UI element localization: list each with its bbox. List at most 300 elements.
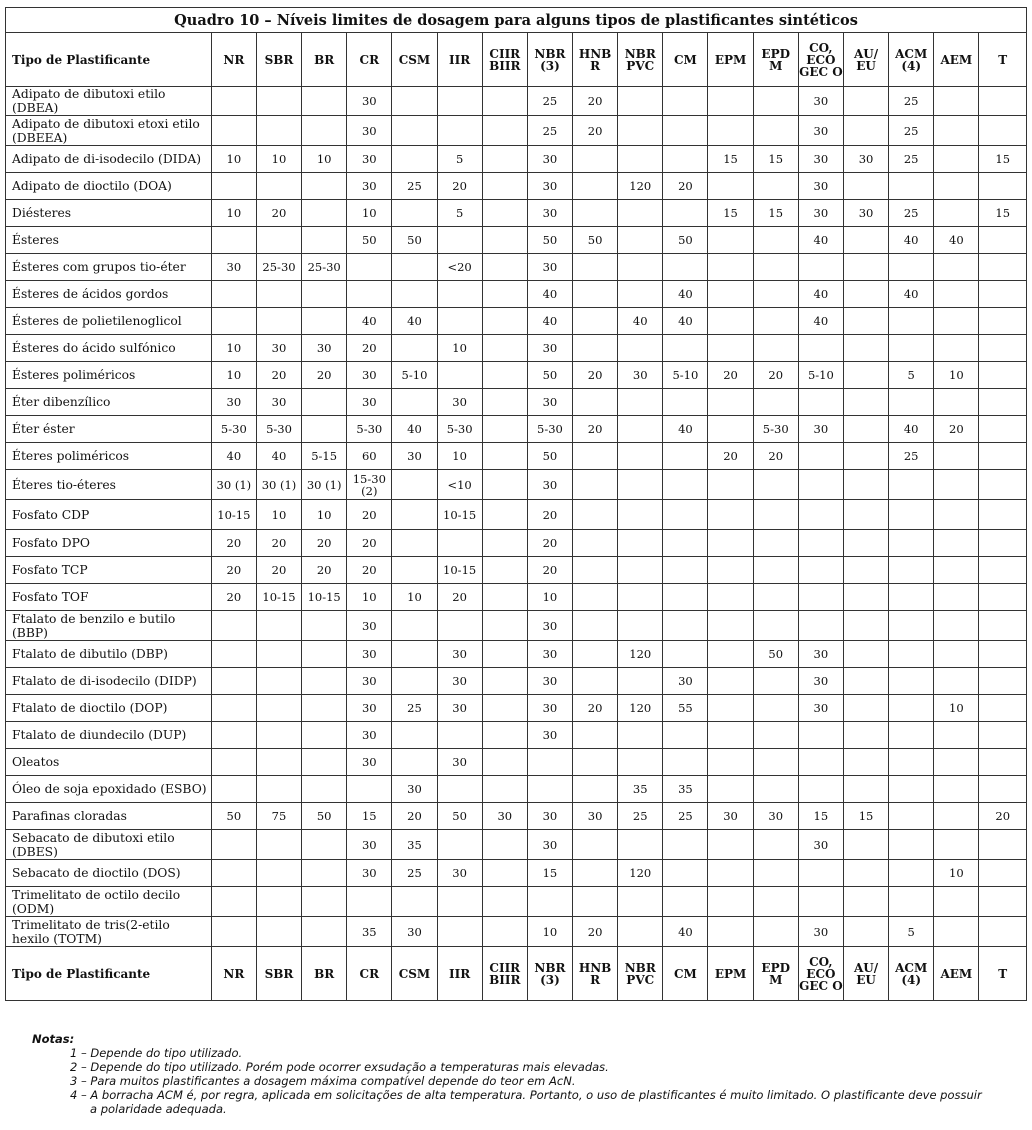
dosage-cell <box>302 887 347 917</box>
plasticizer-name: Fosfato DPO <box>6 530 212 557</box>
dosage-cell <box>211 611 256 641</box>
dosage-cell <box>392 470 437 500</box>
dosage-cell <box>618 389 663 416</box>
dosage-cell <box>256 722 301 749</box>
dosage-cell: 30 (1) <box>211 470 256 500</box>
dosage-cell <box>482 362 527 389</box>
dosage-cell <box>618 749 663 776</box>
dosage-cell <box>934 530 979 557</box>
dosage-cell <box>211 830 256 860</box>
dosage-cell <box>392 87 437 116</box>
dosage-cell: 20 <box>437 173 482 200</box>
dosage-cell: 30 <box>527 200 572 227</box>
dosage-cell: 20 <box>573 362 618 389</box>
dosage-cell <box>889 173 934 200</box>
dosage-cell <box>843 776 888 803</box>
dosage-cell <box>753 860 798 887</box>
footer-header-col-17: AEM <box>934 947 979 1001</box>
dosage-cell <box>211 749 256 776</box>
dosage-cell: 30 (1) <box>302 470 347 500</box>
dosage-cell: 30 <box>347 668 392 695</box>
dosage-cell <box>256 749 301 776</box>
dosage-cell <box>618 530 663 557</box>
dosage-cell <box>211 860 256 887</box>
table-row <box>6 749 1027 776</box>
footer-header-col-18: T <box>979 947 1027 1001</box>
dosage-cell: 5-30 <box>527 416 572 443</box>
dosage-cell <box>437 87 482 116</box>
dosage-cell <box>663 443 708 470</box>
dosage-cell: 20 <box>347 557 392 584</box>
header-col-0: Tipo de Plastificante <box>6 33 212 87</box>
dosage-cell <box>934 668 979 695</box>
dosage-cell <box>618 227 663 254</box>
dosage-cell: 25 <box>663 803 708 830</box>
dosage-cell <box>618 416 663 443</box>
table-row <box>6 281 1027 308</box>
plasticizer-name: Ésteres com grupos tio-éter <box>6 254 212 281</box>
dosage-cell <box>889 830 934 860</box>
dosage-cell <box>573 611 618 641</box>
table-title: Quadro 10 – Níveis limites de dosagem para alguns tipos de plastificantes sintéticos <box>6 8 1027 33</box>
dosage-cell <box>256 308 301 335</box>
dosage-cell <box>843 749 888 776</box>
table-row <box>6 887 1027 917</box>
dosage-cell <box>392 641 437 668</box>
table-row <box>6 146 1027 173</box>
dosage-cell: 20 <box>256 362 301 389</box>
dosage-cell <box>302 722 347 749</box>
dosage-cell: 5 <box>437 200 482 227</box>
dosage-cell <box>256 887 301 917</box>
table-row <box>6 860 1027 887</box>
dosage-cell: 10 <box>347 584 392 611</box>
dosage-cell: 30 <box>527 611 572 641</box>
dosage-cell: 30 <box>527 695 572 722</box>
dosage-cell <box>889 500 934 530</box>
dosage-cell <box>889 470 934 500</box>
dosage-cell <box>753 830 798 860</box>
dosage-cell: 5 <box>889 362 934 389</box>
dosage-cell <box>392 500 437 530</box>
table-row <box>6 416 1027 443</box>
dosage-cell <box>979 611 1027 641</box>
header-col-15: AU/ EU <box>843 33 888 87</box>
dosage-cell: 30 <box>347 641 392 668</box>
plasticizer-name: Ftalato de dioctilo (DOP) <box>6 695 212 722</box>
dosage-cell <box>753 335 798 362</box>
dosage-cell: 15-30 (2) <box>347 470 392 500</box>
dosage-cell <box>979 335 1027 362</box>
dosage-cell <box>663 200 708 227</box>
dosage-cell <box>618 254 663 281</box>
dosage-cell: 20 <box>347 500 392 530</box>
plasticizer-name: Fosfato TOF <box>6 584 212 611</box>
plasticizer-name: Adipato de di-isodecilo (DIDA) <box>6 146 212 173</box>
table-row <box>6 668 1027 695</box>
dosage-cell <box>979 416 1027 443</box>
dosage-cell <box>889 530 934 557</box>
dosage-cell: 20 <box>573 917 618 947</box>
dosage-cell <box>392 335 437 362</box>
dosage-cell <box>798 470 843 500</box>
dosage-cell <box>573 668 618 695</box>
dosage-cell: 20 <box>708 443 753 470</box>
plasticizer-name: Adipato de dibutoxi etilo (DBEA) <box>6 87 212 116</box>
dosage-cell <box>708 254 753 281</box>
dosage-cell <box>843 389 888 416</box>
dosage-cell: 20 <box>211 557 256 584</box>
dosage-cell <box>618 500 663 530</box>
dosage-cell: 50 <box>437 803 482 830</box>
dosage-cell: 30 <box>527 803 572 830</box>
dosage-cell <box>482 200 527 227</box>
header-col-4: CR <box>347 33 392 87</box>
dosage-cell: 40 <box>347 308 392 335</box>
dosage-cell <box>618 443 663 470</box>
dosage-cell <box>482 530 527 557</box>
table-body <box>6 87 1027 947</box>
dosage-cell <box>798 335 843 362</box>
dosage-cell <box>256 776 301 803</box>
table-row <box>6 641 1027 668</box>
dosage-cell: 15 <box>753 146 798 173</box>
dosage-cell: 15 <box>753 200 798 227</box>
dosage-cell: 40 <box>663 416 708 443</box>
dosage-cell <box>256 641 301 668</box>
dosage-cell: 10 <box>256 500 301 530</box>
dosage-cell: 10 <box>211 335 256 362</box>
dosage-cell: 25 <box>527 116 572 146</box>
dosage-cell <box>843 173 888 200</box>
dosage-cell <box>256 668 301 695</box>
dosage-cell: 30 <box>527 470 572 500</box>
dosage-cell <box>708 611 753 641</box>
header-col-5: CSM <box>392 33 437 87</box>
dosage-cell <box>302 668 347 695</box>
footer-header-col-8: NBR (3) <box>527 947 572 1001</box>
dosage-cell: 15 <box>708 146 753 173</box>
dosage-cell <box>663 470 708 500</box>
dosage-cell <box>256 860 301 887</box>
dosage-cell <box>618 200 663 227</box>
dosage-cell <box>573 887 618 917</box>
plasticizer-name: Éter éster <box>6 416 212 443</box>
dosage-cell: 25 <box>392 695 437 722</box>
dosage-cell: 30 <box>392 917 437 947</box>
dosage-cell: 25 <box>889 116 934 146</box>
dosage-cell <box>934 722 979 749</box>
dosage-cell: 30 <box>798 200 843 227</box>
plasticizer-name: Ésteres do ácido sulfónico <box>6 335 212 362</box>
dosage-cell: 120 <box>618 695 663 722</box>
dosage-cell: 20 <box>753 362 798 389</box>
plasticizer-name: Trimelitato de octilo decilo (ODM) <box>6 887 212 917</box>
header-col-7: CIIR BIIR <box>482 33 527 87</box>
header-col-2: SBR <box>256 33 301 87</box>
dosage-cell <box>934 443 979 470</box>
dosage-cell <box>573 281 618 308</box>
dosage-cell: 15 <box>527 860 572 887</box>
dosage-cell <box>934 281 979 308</box>
dosage-cell: 10-15 <box>302 584 347 611</box>
table-row <box>6 470 1027 500</box>
dosage-cell <box>482 173 527 200</box>
dosage-cell: 5-10 <box>663 362 708 389</box>
dosage-cell: 40 <box>798 227 843 254</box>
dosage-cell <box>843 416 888 443</box>
dosage-cell <box>663 254 708 281</box>
dosage-cell: 40 <box>392 308 437 335</box>
plasticizer-dosage-table <box>5 7 1027 1001</box>
dosage-cell <box>211 87 256 116</box>
dosage-cell <box>663 641 708 668</box>
dosage-cell <box>889 254 934 281</box>
dosage-cell <box>256 695 301 722</box>
dosage-cell: 50 <box>753 641 798 668</box>
dosage-cell <box>708 776 753 803</box>
dosage-cell <box>753 887 798 917</box>
dosage-cell <box>618 584 663 611</box>
dosage-cell <box>663 389 708 416</box>
dosage-cell <box>708 470 753 500</box>
dosage-cell <box>618 335 663 362</box>
header-col-12: EPM <box>708 33 753 87</box>
dosage-cell <box>753 116 798 146</box>
dosage-cell: 30 <box>843 200 888 227</box>
dosage-cell <box>934 584 979 611</box>
dosage-cell: 120 <box>618 860 663 887</box>
dosage-cell <box>573 749 618 776</box>
header-col-6: IIR <box>437 33 482 87</box>
dosage-cell: 30 <box>347 749 392 776</box>
dosage-cell <box>618 470 663 500</box>
dosage-cell <box>798 389 843 416</box>
dosage-cell <box>482 87 527 116</box>
header-col-18: T <box>979 33 1027 87</box>
dosage-cell <box>618 917 663 947</box>
dosage-cell <box>573 389 618 416</box>
footer-header-col-16: ACM (4) <box>889 947 934 1001</box>
dosage-cell <box>256 281 301 308</box>
footer-header-col-14: CO, ECO GEC O <box>798 947 843 1001</box>
dosage-cell: 30 <box>573 803 618 830</box>
dosage-cell: 35 <box>663 776 708 803</box>
dosage-cell <box>753 281 798 308</box>
dosage-cell: 30 <box>527 389 572 416</box>
dosage-cell: 30 <box>798 917 843 947</box>
table-row <box>6 695 1027 722</box>
dosage-cell: 10 <box>437 443 482 470</box>
dosage-cell: 30 <box>437 389 482 416</box>
dosage-cell: 30 <box>347 362 392 389</box>
dosage-cell <box>979 116 1027 146</box>
dosage-cell: 20 <box>573 416 618 443</box>
dosage-cell: 10 <box>347 200 392 227</box>
dosage-cell: 25 <box>889 443 934 470</box>
dosage-cell <box>843 830 888 860</box>
dosage-cell: 20 <box>302 362 347 389</box>
dosage-cell: 30 <box>618 362 663 389</box>
dosage-cell: 20 <box>392 803 437 830</box>
dosage-cell <box>979 173 1027 200</box>
dosage-cell <box>889 308 934 335</box>
dosage-cell <box>708 308 753 335</box>
dosage-cell <box>753 530 798 557</box>
dosage-cell <box>753 308 798 335</box>
dosage-cell <box>708 668 753 695</box>
dosage-cell <box>979 281 1027 308</box>
plasticizer-name: Fosfato TCP <box>6 557 212 584</box>
dosage-cell <box>302 611 347 641</box>
plasticizer-name: Ftalato de benzilo e butilo (BBP) <box>6 611 212 641</box>
dosage-cell <box>979 87 1027 116</box>
dosage-cell <box>979 668 1027 695</box>
dosage-cell <box>934 308 979 335</box>
dosage-cell <box>934 887 979 917</box>
dosage-cell: 10 <box>211 362 256 389</box>
dosage-cell: 30 <box>482 803 527 830</box>
footer-header-row <box>6 947 1027 1001</box>
plasticizer-name: Ftalato de dibutilo (DBP) <box>6 641 212 668</box>
dosage-cell <box>798 611 843 641</box>
dosage-cell <box>979 254 1027 281</box>
dosage-cell: 10 <box>256 146 301 173</box>
dosage-cell <box>573 776 618 803</box>
dosage-cell <box>979 641 1027 668</box>
dosage-cell <box>843 917 888 947</box>
dosage-cell <box>979 443 1027 470</box>
dosage-cell <box>482 830 527 860</box>
dosage-cell: 30 <box>347 830 392 860</box>
footer-header-col-13: EPD M <box>753 947 798 1001</box>
dosage-cell: 5-10 <box>798 362 843 389</box>
dosage-cell <box>256 917 301 947</box>
dosage-cell: 10-15 <box>256 584 301 611</box>
dosage-cell <box>708 116 753 146</box>
dosage-cell <box>843 695 888 722</box>
dosage-cell <box>482 887 527 917</box>
dosage-cell <box>437 611 482 641</box>
dosage-cell <box>437 887 482 917</box>
footer-header-col-5: CSM <box>392 947 437 1001</box>
dosage-cell: 30 <box>527 668 572 695</box>
dosage-cell: 30 <box>798 668 843 695</box>
dosage-cell <box>302 776 347 803</box>
dosage-cell <box>527 749 572 776</box>
plasticizer-name: Óleo de soja epoxidado (ESBO) <box>6 776 212 803</box>
plasticizer-name: Éteres poliméricos <box>6 443 212 470</box>
dosage-cell <box>753 668 798 695</box>
dosage-cell <box>663 116 708 146</box>
dosage-cell: 35 <box>347 917 392 947</box>
dosage-cell <box>663 146 708 173</box>
dosage-cell <box>573 500 618 530</box>
plasticizer-name: Sebacato de dibutoxi etilo (DBES) <box>6 830 212 860</box>
dosage-cell <box>798 860 843 887</box>
footer-header-col-7: CIIR BIIR <box>482 947 527 1001</box>
dosage-cell <box>889 557 934 584</box>
dosage-cell: 30 <box>392 443 437 470</box>
dosage-cell: 35 <box>392 830 437 860</box>
dosage-cell: 10 <box>934 695 979 722</box>
dosage-cell: 30 <box>798 146 843 173</box>
plasticizer-name: Ftalato de di-isodecilo (DIDP) <box>6 668 212 695</box>
dosage-cell <box>934 254 979 281</box>
dosage-cell <box>482 443 527 470</box>
dosage-cell <box>934 116 979 146</box>
dosage-cell <box>934 641 979 668</box>
dosage-cell: 20 <box>979 803 1027 830</box>
dosage-cell: 30 (1) <box>256 470 301 500</box>
dosage-cell: 50 <box>527 443 572 470</box>
dosage-cell <box>527 887 572 917</box>
dosage-cell <box>302 308 347 335</box>
dosage-cell <box>934 146 979 173</box>
dosage-cell <box>347 887 392 917</box>
dosage-cell <box>392 146 437 173</box>
dosage-cell <box>302 389 347 416</box>
dosage-cell <box>979 776 1027 803</box>
dosage-cell: 30 <box>527 722 572 749</box>
dosage-cell <box>934 335 979 362</box>
dosage-cell <box>708 722 753 749</box>
table-row <box>6 803 1027 830</box>
dosage-cell: 40 <box>663 917 708 947</box>
dosage-cell <box>753 500 798 530</box>
dosage-cell: 75 <box>256 803 301 830</box>
dosage-cell <box>302 749 347 776</box>
dosage-cell <box>753 254 798 281</box>
dosage-cell: 40 <box>527 308 572 335</box>
dosage-cell <box>211 917 256 947</box>
table-row <box>6 530 1027 557</box>
dosage-cell: 50 <box>347 227 392 254</box>
dosage-cell <box>934 200 979 227</box>
dosage-cell: 20 <box>573 695 618 722</box>
dosage-cell <box>482 584 527 611</box>
dosage-cell <box>302 281 347 308</box>
dosage-cell: 5-10 <box>392 362 437 389</box>
dosage-cell <box>392 530 437 557</box>
dosage-cell <box>753 173 798 200</box>
plasticizer-name: Ésteres de polietilenoglicol <box>6 308 212 335</box>
dosage-cell <box>663 722 708 749</box>
dosage-cell <box>302 87 347 116</box>
dosage-cell <box>843 611 888 641</box>
note-2: 2 – Depende do tipo utilizado. Porém pode ocorrer exsudação a temperaturas mais elevadas. <box>70 1060 609 1074</box>
dosage-cell <box>753 776 798 803</box>
dosage-cell <box>708 584 753 611</box>
dosage-cell <box>843 335 888 362</box>
dosage-cell: 120 <box>618 641 663 668</box>
dosage-cell <box>889 389 934 416</box>
dosage-cell <box>843 530 888 557</box>
dosage-cell: 25-30 <box>256 254 301 281</box>
dosage-cell <box>663 887 708 917</box>
plasticizer-name: Trimelitato de tris(2-etilo hexilo (TOTM) <box>6 917 212 947</box>
dosage-cell: 30 <box>527 146 572 173</box>
dosage-cell <box>618 87 663 116</box>
footer-header-col-12: EPM <box>708 947 753 1001</box>
dosage-cell: 40 <box>889 416 934 443</box>
dosage-cell: 40 <box>392 416 437 443</box>
dosage-cell <box>618 611 663 641</box>
dosage-cell <box>843 308 888 335</box>
footer-header-col-11: CM <box>663 947 708 1001</box>
dosage-cell <box>482 695 527 722</box>
dosage-cell <box>302 917 347 947</box>
